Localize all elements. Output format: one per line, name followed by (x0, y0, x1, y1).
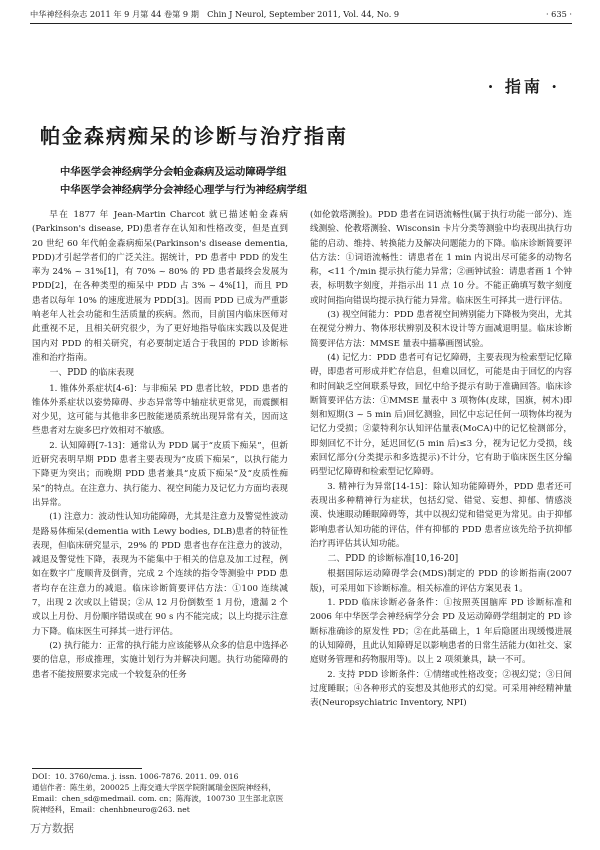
paragraph-attention: (1) 注意力：波动性认知功能障碍，尤其是注意力及警觉性波动是路易体痴呆(dementia with Lewy bodies, DLB)患者的特征性表现，但临床研究显示，29% 的 PDD 患者也存在注意力的波动，减退及警觉性下降，表现为不能集中于相关的信息及加工过程，例如在数字广度顺背及倒背，完成 2 个连续的指令等测验中 PDD 患者均存在注意力的减退。临床诊断简要评估方法：①100 连续减 7，出现 2 次或以上错误；②从 12 月份倒数至 1 月份，遗漏 2 个或以上月份、月份顺序错误或在 90 s 内不能完成；以上均提示注意力下降。临床医生可择其一进行评估。 (32, 512, 288, 637)
watermark-text: 万方数据 (30, 822, 74, 835)
footnote-rule (32, 768, 142, 769)
paragraph-executive: (2) 执行能力：正常的执行能力应该能够从众多的信息中选择必要的信息，形成推理，实施计划行为并解决问题。执行功能障碍的患者不能按照要求完成一个较复杂的任务 (32, 640, 288, 680)
paragraph-cognitive: 2. 认知障碍[7-13]：通常认为 PDD 属于“皮质下痴呆”，但新近研究表明早期 PDD 患者主要表现为“皮质下痴呆”，以执行能力下降更为突出；而晚期 PDD 患者兼具“皮质下痴呆”及“皮质性痴呆”的特点。在注意力、执行能力、视空间能力及记忆力方面均表现出异常。 (32, 440, 288, 508)
author-groups (60, 163, 307, 199)
header-rule (30, 23, 572, 24)
right-column (310, 208, 572, 832)
doi: DOI：10. 3760/cma. j. issn. 1006-7876. 2011. 09. 016 (32, 772, 239, 781)
paragraph-extrapyramidal: 1. 锥体外系症状[4-6]：与非痴呆 PD 患者比较，PDD 患者的锥体外系症状以姿势障碍、步态异常等中轴症状更常见，而震颤相对少见，这可能与其他非多巴胺能递质系统出现异常有关，因而这些患者对左旋多巴疗效相对不敏感。 (32, 383, 288, 437)
paragraph-memory: (4) 记忆力：PDD 患者可有记忆障碍，主要表现为检索型记忆障碍，即患者可形成并贮存信息，但难以回忆，可能是由于回忆的内容和时间缺乏空间联系导致，回忆中给予提示有助于准确回答。临床诊断简要评估方法：①MMSE 量表中 3 项物体(皮球，国旗，树木)即刻和短期(3 ~ 5 min 后)回忆测验，回忆中忘记任何一项物体均视为记忆力受损；②蒙特利尔认知评估量表(MoCA)中的记忆检测部分，即刻回忆不计分，延迟回忆(5 min 后)≤3 分，视为记忆力受损，线索回忆部分(分类提示和多选提示)不计分，它有助于临床医生区分编码型记忆障碍和检索型记忆障碍。 (310, 352, 572, 478)
paragraph-psychiatric: 3. 精神行为异常[14-15]：除认知功能障碍外，PDD 患者还可表现出多种精神行为症状，包括幻觉、错觉、妄想、抑郁、情感淡漠、快速眼动睡眠障碍等，其中以视幻觉和错觉更为常见。由于抑郁影响患者认知功能的评估，伴有抑郁的 PDD 患者应该先给予抗抑郁治疗再评估其认知功能。 (310, 481, 572, 549)
page-number: · 635 · (545, 9, 572, 19)
paragraph-visuospatial: (3) 视空间能力：PDD 患者视空间辨别能力下降极为突出，尤其在视觉分辨力、物体形状辨别及积木设计等方面减退明显。临床诊断简要评估方法：MMSE 量表中描摹画图试验。 (310, 310, 572, 349)
left-column (32, 208, 288, 768)
running-header (30, 6, 572, 22)
article-title: 帕金森病痴呆的诊断与治疗指南 (40, 124, 348, 148)
paragraph-executive-cont: (如伦敦塔测验)。PDD 患者在词语流畅性(属于执行功能一部分)、连线测验、伦教塔测验、Wisconsin 卡片分类等测验中均表现出执行功能的启动、维持、转换能力及解决问题能力的下降。临床诊断简要评估方法：①词语流畅性：请患者在 1 min 内说出尽可能多的动物名称，<11 个/min 提示执行能力异常；②画钟试验：请患者画 1 个钟表，标明数字刻度，并指示出 11 点 10 分。不能正确填写数字刻度或时间指向错误均提示执行能力异常。临床医生可择其一进行评估。 (310, 210, 572, 306)
footnote (32, 768, 288, 815)
journal-citation: 中华神经科杂志 2011 年 9 月第 44 卷第 9 期 Chin J Neurol, September 2011, Vol. 44, No. 9 (30, 8, 400, 19)
paragraph-supportive-criteria: 2. 支持 PDD 诊断条件：①情绪或性格改变；②视幻觉；③日间过度睡眠；④各种形式的妄想及其他形式的幻觉。可采用神经精神量表(Neuropsychiatric Inventory, NPI) (310, 669, 572, 709)
author-group-2: 中华医学会神经病学分会神经心理学与行为神经病学组 (60, 184, 308, 196)
author-group-1: 中华医学会神经病学分会帕金森病及运动障碍学组 (60, 166, 287, 178)
section-tag: · 指南 · (487, 77, 560, 96)
section-heading-criteria: 二、PDD 的诊断标准[10,16-20] (327, 554, 459, 565)
paragraph-criteria-intro: 根据国际运动障碍学会(MDS)制定的 PDD 的诊断指南(2007 版)，可采用如下诊断标准。相关标准的评估方案见表 1。 (310, 569, 572, 594)
correspondence: 通信作者：陈生弟，200025 上海交通大学医学院附属瑞金医院神经科，Email：chen_sd@medmail. com. cn；陈海波，100730 卫生部北京医院神经科，Email：chenhbneuro@263. net (32, 783, 284, 814)
intro-paragraph: 早在 1877 年 Jean-Martin Charcot 就已描述帕金森病(Parkinson's disease, PD)患者存在认知和性格改变，但是直到 20 世纪 60 年代帕金森病痴呆(Parkinson's disease dementia, PDD)才引起学者们的广泛关注。据统计，PD 患者中 PDD 的发生率为 24% ~ 31%[1]，有 70% ~ 80% 的 PD 患者最终会发展为 PDD[2]，在各种类型的痴呆中 PDD 占 3% ~ 4%[1]，而且 PD 患者以每年 10% 的速度进展为 PDD[3]。因而 PDD 已成为严重影响老年人社会功能和生活质量的疾病。然而，目前国内临床医师对此重视不足，且相关研究很少，为了更好地指导临床实践以及促进国内对 PDD 的相关研究，有必要制定适合于我国的 PDD 诊断标准和治疗指南。 (32, 210, 288, 363)
paragraph-core-criteria: 1. PDD 临床诊断必备条件：①按照英国脑库 PD 诊断标准和 2006 年中华医学会神经病学分会 PD 及运动障碍学组制定的 PD 诊断标准确诊的原发性 PD；②在此基础上，1 年后隐匿出现缓慢进展的认知障碍，且此认知障碍足以影响患者的日常生活能力(如社交、家庭财务管理和药物服用等)。以上 2 项须兼具，缺一不可。 (310, 598, 572, 666)
section-heading-clinical: 一、PDD 的临床表现 (49, 368, 134, 379)
